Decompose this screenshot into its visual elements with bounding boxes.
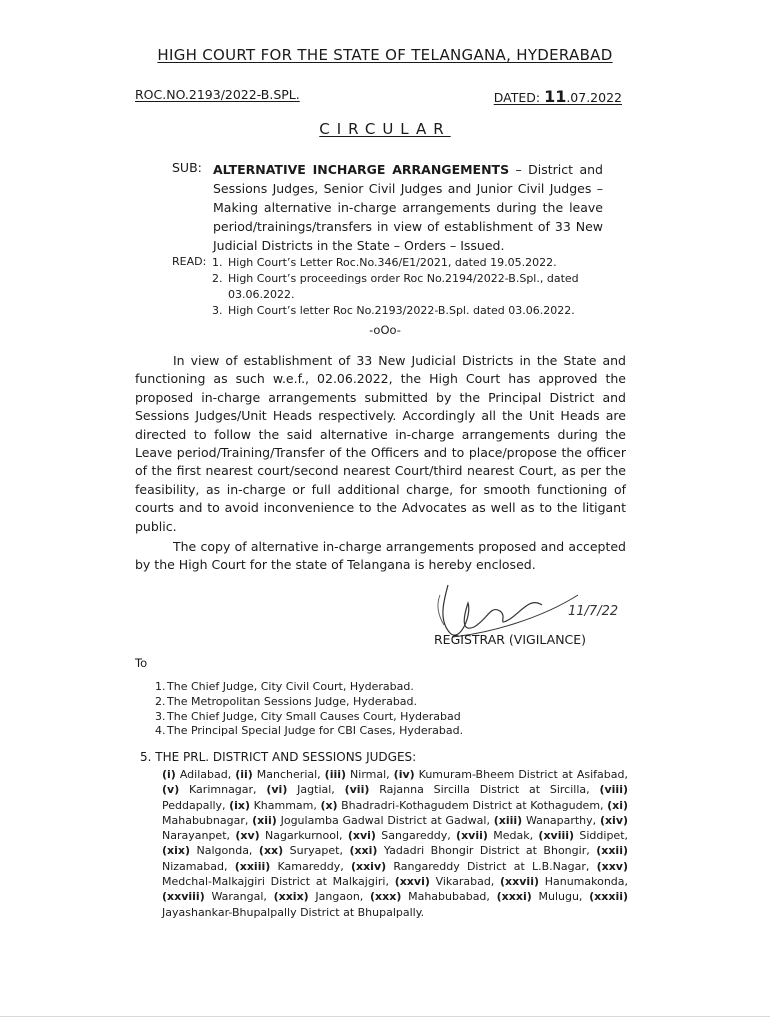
district-number: (xi)	[607, 798, 629, 812]
district-number: (xxv)	[596, 859, 629, 873]
district-name: Peddapally,	[162, 798, 226, 812]
document-type-title: CIRCULAR	[319, 120, 451, 138]
district-name: Bhadradri-Kothagudem District at Kothagudem,	[337, 798, 604, 812]
district-item	[351, 860, 589, 873]
district-name: Suryapet,	[283, 844, 343, 858]
district-number: (xxiv)	[350, 859, 387, 873]
district-name: Nizamabad,	[162, 859, 228, 873]
district-judges-heading: 5. THE PRL. DISTRICT AND SESSIONS JUDGES:	[140, 750, 417, 764]
district-name: Siddipet,	[574, 829, 629, 843]
district-item	[266, 783, 334, 796]
signature-date: 11/7/22	[568, 604, 619, 619]
recipient-item	[155, 680, 595, 695]
district-name: Yadadri Bhongir District at Bhongir,	[377, 844, 590, 858]
read-item-text: High Court’s proceedings order Roc No.2194/2022-B.Spl., dated 03.06.2022.	[228, 272, 579, 301]
district-item	[395, 875, 495, 888]
district-name: Jayashankar-Bhupalpally District at Bhupalpally.	[162, 905, 425, 919]
district-name: Nalgonda,	[190, 844, 253, 858]
district-item	[349, 844, 589, 857]
recipient-text: The Chief Judge, City Civil Court, Hyderabad.	[167, 680, 414, 693]
dated-label: DATED:	[493, 90, 541, 105]
dated-field	[494, 87, 622, 106]
recipient-number: 3.	[155, 709, 166, 723]
district-number: (xxxi)	[496, 890, 532, 904]
district-name: Mahabubabad,	[401, 890, 490, 904]
district-number: (xxii)	[596, 844, 628, 858]
subject-label: SUB:	[172, 160, 202, 175]
recipient-number: 1.	[155, 680, 166, 693]
district-name: Jangaon,	[308, 890, 364, 904]
district-item	[494, 814, 596, 827]
read-list	[212, 255, 612, 319]
district-number: (i)	[162, 768, 176, 781]
read-item-text: High Court’s Letter Roc.No.346/E1/2021, dated 19.05.2022.	[228, 256, 557, 269]
district-item	[162, 844, 252, 857]
to-label: To	[135, 656, 148, 670]
district-number: (xv)	[235, 829, 260, 843]
court-title: HIGH COURT FOR THE STATE OF TELANGANA, HYDERABAD	[157, 46, 613, 64]
roc-number: ROC.NO.2193/2022-B.SPL.	[135, 87, 300, 102]
recipient-number: 2.	[155, 694, 166, 708]
district-name: Kamareddy,	[270, 859, 344, 873]
district-number: (xvii)	[456, 829, 488, 843]
recipient-text: The Metropolitan Sessions Judge, Hyderabad.	[167, 694, 418, 708]
district-number: (xiii)	[493, 813, 523, 827]
district-number: (xxx)	[370, 890, 402, 904]
district-item	[229, 799, 317, 812]
district-item	[162, 783, 257, 796]
read-item-number: 3.	[212, 304, 223, 317]
recipient-item	[155, 695, 595, 710]
district-item	[235, 768, 320, 781]
read-label: READ:	[172, 255, 207, 268]
district-name: Sangareddy,	[375, 829, 451, 843]
subject-rest: – District and Sessions Judges, Senior Civil Judges and Junior Civil Judges – Making alternative in-charge arrangements during the leave period/trainings/transfers in view of establishment of 33 New Judicial Districts in the State – Orders – Issued.	[213, 162, 603, 253]
district-item	[235, 860, 344, 873]
district-name: Hanumakonda,	[539, 875, 629, 889]
body-paragraph-1: In view of establishment of 33 New Judicial Districts in the State and functioning as such w.e.f., 02.06.2022, the High Court has approved the proposed in-charge arrangements submitted by the Principal District and Sessions Judges/Unit Heads respectively. Accordingly all the Unit Heads are directed to follow the said alternative in-charge arrangements during the Leave period/Training/Transfer of the Officers and to place/propose the officer of the first nearest court/second nearest Court/third nearest Court, as per the feasibility, as in-charge or full additional charge, for smooth functioning of courts and to avoid inconvenience to the Advocates as well as to the litigant public.	[135, 353, 626, 534]
district-number: (iv)	[393, 768, 415, 781]
district-name: Rajanna Sircilla District at Sircilla,	[369, 783, 590, 797]
district-name: Nagarkurnool,	[259, 829, 343, 843]
district-item	[538, 829, 628, 842]
footer-divider	[0, 1016, 770, 1017]
recipient-number: 4.	[155, 724, 166, 738]
district-number: (xviii)	[538, 829, 575, 843]
district-name: Karimnagar,	[179, 783, 257, 797]
district-item	[320, 799, 603, 812]
district-name: Mancherial,	[252, 768, 321, 781]
district-number: (xxvi)	[394, 875, 430, 889]
district-number: (xxvii)	[500, 875, 539, 889]
district-name: Kumuram-Bheem District at Asifabad,	[414, 768, 628, 781]
district-number: (ii)	[235, 768, 253, 781]
district-item	[252, 814, 490, 827]
district-name: Mulugu,	[531, 890, 583, 904]
district-name: Rangareddy District at L.B.Nagar,	[386, 859, 590, 873]
district-item	[325, 768, 390, 781]
district-name: Medak,	[487, 829, 534, 843]
district-item	[394, 768, 628, 781]
district-number: (x)	[320, 798, 338, 812]
district-name: Wanaparthy,	[522, 813, 597, 827]
district-number: (xxviii)	[162, 890, 205, 904]
read-item	[212, 271, 612, 303]
district-item	[162, 890, 267, 903]
district-number: (v)	[162, 783, 180, 797]
registrar-designation: REGISTRAR (VIGILANCE)	[434, 632, 587, 647]
district-name: Mahabubnagar,	[162, 813, 249, 827]
recipient-item	[155, 710, 595, 725]
district-item	[235, 829, 342, 842]
district-number: (xxxii)	[589, 890, 629, 904]
recipient-text: The Principal Special Judge for CBI Cases, Hyderabad.	[167, 724, 464, 738]
district-number: (viii)	[599, 783, 628, 797]
district-item	[500, 875, 628, 888]
district-name: Medchal-Malkajgiri District at Malkajgiri,	[162, 875, 389, 889]
district-number: (xii)	[252, 813, 277, 827]
separator: -oOo-	[369, 323, 401, 337]
district-name: Jogulamba Gadwal District at Gadwal,	[276, 813, 490, 827]
district-number: (ix)	[229, 798, 251, 812]
dated-month-year: .07.2022	[566, 90, 622, 105]
district-number: (xvi)	[347, 829, 376, 843]
district-number: (xxix)	[273, 890, 309, 904]
recipient-text: The Chief Judge, City Small Causes Court, Hyderabad	[167, 709, 461, 723]
district-number: (xx)	[258, 844, 284, 858]
district-item	[345, 783, 590, 796]
recipient-item	[155, 724, 595, 739]
district-item	[456, 829, 533, 842]
read-item-number: 2.	[212, 272, 223, 285]
district-name: Vikarabad,	[429, 875, 495, 889]
district-name: Adilabad,	[175, 768, 232, 781]
read-item	[212, 303, 612, 319]
district-number: (xix)	[162, 844, 191, 858]
district-name: Khammam,	[250, 798, 317, 812]
district-item	[497, 890, 583, 903]
district-number: (xxiii)	[234, 859, 271, 873]
recipient-list	[155, 680, 595, 739]
dated-day: 11	[544, 87, 567, 106]
district-item	[370, 890, 490, 903]
district-number: (xiv)	[599, 813, 629, 827]
district-item	[259, 844, 343, 857]
subject-text	[213, 160, 603, 255]
read-item-text: High Court’s letter Roc No.2193/2022-B.Spl. dated 03.06.2022.	[228, 304, 575, 317]
district-name: Warangal,	[204, 890, 267, 904]
district-name: Narayanpet,	[162, 829, 231, 843]
read-item	[212, 255, 612, 271]
district-name: Jagtial,	[287, 783, 335, 797]
subject-bold: ALTERNATIVE INCHARGE ARRANGEMENTS	[213, 162, 510, 177]
district-list	[162, 767, 628, 920]
district-name: Nirmal,	[346, 768, 390, 781]
district-number: (iii)	[324, 768, 347, 781]
body-paragraph-2: The copy of alternative in-charge arrangements proposed and accepted by the High Court for the state of Telangana is hereby enclosed.	[135, 539, 626, 573]
district-item	[274, 890, 364, 903]
read-item-number: 1.	[212, 256, 223, 269]
district-number: (vii)	[344, 783, 370, 797]
district-item	[348, 829, 451, 842]
district-item	[162, 768, 231, 781]
district-number: (xxi)	[349, 844, 378, 858]
district-number: (vi)	[266, 783, 288, 797]
